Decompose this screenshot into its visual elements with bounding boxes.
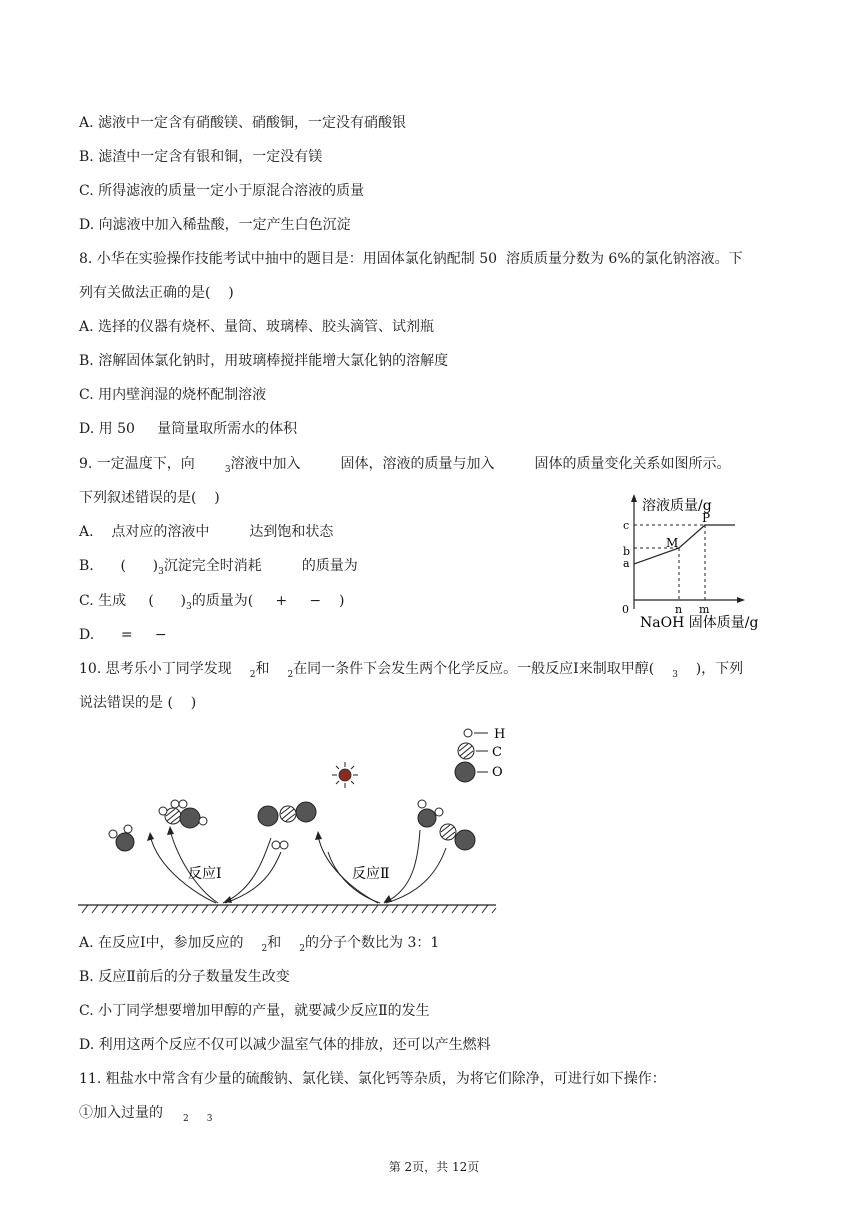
q9-option-c <box>79 592 344 612</box>
q9-stem-line1 <box>79 455 731 475</box>
graph-origin: 0 <box>622 603 629 616</box>
q10-option-c: C. 小丁同学想要增加甲醇的产量，就要减少反应Ⅱ的发生 <box>79 1003 430 1019</box>
q7-option-d: D. 向滤液中加入稀盐酸，一定产生白色沉淀 <box>79 217 351 233</box>
q9-option-c-sub: 3 <box>186 602 192 612</box>
water-molecule-icon <box>418 800 443 827</box>
q9-option-a-part: 达到饱和状态 <box>249 524 334 540</box>
q10-stem-part: 10. 思考乐小丁同学发现 <box>79 661 232 677</box>
reaction2-label: 反应Ⅱ <box>352 866 390 882</box>
q10-stem-sub: 2 <box>249 670 256 680</box>
q10-option-a-sub: 2 <box>299 944 306 954</box>
sun-icon <box>332 762 358 788</box>
q9-option-a-part: A. 点对应的溶液中 <box>79 524 210 540</box>
q9-stem-line2: 下列叙述错误的是( ) <box>79 490 220 506</box>
q7-option-b: B. 滤渣中一定含有银和铜，一定没有镁 <box>79 149 323 165</box>
q8-option-b: B. 溶解固体氯化钠时，用玻璃棒搅拌能增大氯化钠的溶解度 <box>79 353 449 369</box>
arrow-head <box>167 826 174 835</box>
graph-ytick-c: c <box>623 519 630 532</box>
q10-stem-sub: 2 <box>287 670 294 680</box>
q10-option-a <box>79 934 439 954</box>
graph-xlabel: NaOH 固体质量/g <box>640 615 759 631</box>
q10-stem-part: 和 <box>255 661 270 677</box>
q11-step1-sub: 2 <box>183 1114 189 1124</box>
graph-point-p: P <box>702 511 711 525</box>
legend-h-label: H <box>494 727 506 742</box>
q10-stem-line2: 说法错误的是 ( ) <box>79 695 197 711</box>
q9-stem-part: 固体的质量变化关系如图所示。 <box>534 456 731 472</box>
legend-h-atom <box>464 729 472 737</box>
graph-ytick-b: b <box>623 545 631 558</box>
arrow-head <box>147 832 154 841</box>
q10-stem-line1 <box>79 660 743 680</box>
q7-option-c: C. 所得滤液的质量一定小于原混合溶液的质量 <box>79 183 365 199</box>
hydrogen-molecule-icon <box>272 841 288 849</box>
q10-option-a-part: 的分子个数比为 3：1 <box>305 935 440 951</box>
q11-step1-text: ①加入过量的 <box>79 1105 163 1121</box>
q10-stem-part: )，下列 <box>677 661 744 677</box>
q9-option-b-part: B. ( ) <box>79 558 159 574</box>
ground-hatching <box>82 905 496 913</box>
q10-option-d: D. 利用这两个反应不仅可以减少温室气体的排放，还可以产生燃料 <box>79 1037 491 1053</box>
graph-ytick-a: a <box>623 557 630 570</box>
co-molecule-icon <box>440 824 475 850</box>
graph-xtick-m: m <box>699 603 710 616</box>
solution-mass-line <box>634 525 735 564</box>
q8-stem-line1: 8. 小华在实验操作技能考试中抽中的题目是：用固体氯化钠配制 50 溶质质量分数为 6%的氯化钠溶液。下 <box>79 251 743 267</box>
q8-stem-line2: 列有关做法正确的是( ) <box>79 285 234 301</box>
q9-option-b <box>79 557 358 577</box>
reaction2-arrow-in2 <box>386 848 446 903</box>
q8-option-d: D. 用 50 量筒量取所需水的体积 <box>79 421 298 437</box>
co2-molecule-icon <box>258 802 316 826</box>
q9-option-b-sub: 3 <box>158 567 164 577</box>
q8-option-c: C. 用内壁润湿的烧杯配制溶液 <box>79 387 267 403</box>
graph-ylabel: 溶液质量/g <box>642 498 712 514</box>
q10-option-a-sub: 2 <box>261 944 268 954</box>
q8-option-a: A. 选择的仪器有烧杯、量筒、玻璃棒、胶头滴管、试剂瓶 <box>79 319 435 335</box>
q10-option-a-part: 和 <box>267 935 282 951</box>
water-molecule-icon <box>109 825 134 851</box>
q11-stem: 11. 粗盐水中常含有少量的硫酸钠、氯化镁、氯化钙等杂质，为将它们除净，可进行如下操作： <box>79 1071 666 1087</box>
q9-option-d: D. = − <box>79 627 167 643</box>
q9-option-c-part: 的质量为( + − ) <box>191 593 345 609</box>
q10-option-a-part: A. 在反应Ⅰ中，参加反应的 <box>79 935 244 951</box>
q10-option-b: B. 反应Ⅱ前后的分子数量发生改变 <box>79 969 290 985</box>
graph-xtick-n: n <box>675 603 683 616</box>
q9-stem-part: 9. 一定温度下，向 <box>79 456 195 472</box>
q7-option-a: A. 滤液中一定含有硝酸镁、硝酸铜，一定没有硝酸银 <box>79 115 407 131</box>
q10-reaction-figure <box>78 720 518 920</box>
q9-graph <box>615 491 765 633</box>
page-footer: 第 2页，共 12页 <box>388 1160 480 1174</box>
q10-stem-part: 在同一条件下会发生两个化学反应。一般反应Ⅰ来制取甲醇( <box>293 661 655 677</box>
y-axis-arrow <box>631 494 637 502</box>
q9-stem-sub: 3 <box>224 465 231 475</box>
x-axis-arrow <box>737 597 745 603</box>
q9-stem-part: 溶液中加入 <box>230 456 301 472</box>
legend-c-label: C <box>492 745 502 760</box>
q11-step1-sub: 3 <box>206 1114 213 1124</box>
graph-point-m: M <box>666 536 679 550</box>
reaction1-label: 反应Ⅰ <box>188 866 222 882</box>
methanol-molecule-icon <box>159 800 207 828</box>
legend-o-atom <box>455 762 475 782</box>
arrow-head <box>315 831 322 840</box>
q11-step1 <box>79 1104 212 1124</box>
q9-option-b-part: 沉淀完全时消耗 <box>163 558 262 574</box>
q9-option-b-part: 的质量为 <box>301 558 358 574</box>
q9-option-c-part: C. 生成 ( ) <box>79 593 186 609</box>
q10-stem-sub: 3 <box>672 670 678 680</box>
legend-o-label: O <box>492 765 503 780</box>
q9-stem-part: 固体，溶液的质量与加入 <box>340 456 495 472</box>
q9-option-a <box>79 523 333 541</box>
